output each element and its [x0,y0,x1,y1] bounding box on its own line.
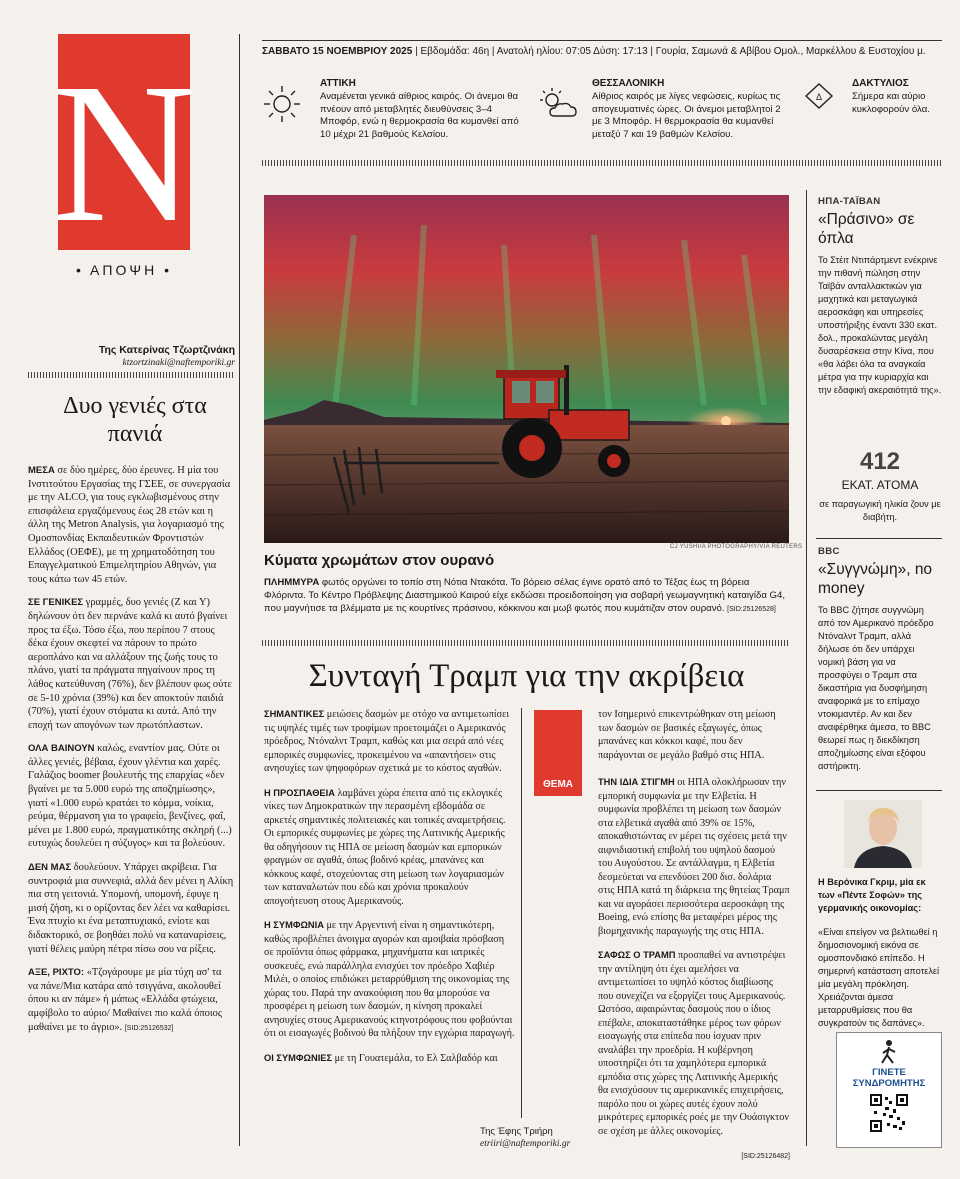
week: Εβδομάδα: 46η [420,46,490,57]
aurora-tractor-image [264,195,789,543]
ring-road-icon [800,82,838,112]
sun-icon [262,84,302,124]
weather-thessaloniki: ΘΕΣΣΑΛΟΝΙΚΗ Αίθριος καιρός με λίγες νεφώσεις, κυρίως τις απογευματινές ώρες. Οι άνεμοι μεταβλητοί 2 με 3 Μποφόρ. Η θερμοκρασία θα κυμανθεί μεταξύ 7 και 19 βαθμών Κελσίου. [592,78,781,141]
sidebar-divider-1 [816,538,942,539]
sidebar-text-usa-taiwan: Το Στέιτ Ντιπάρτμεντ ενέκρινε την πιθανή πώληση στην Ταϊβάν ανταλλακτικών για μαχητικά και μεταγωγικά αεροσκάφη και υπηρεσίες υποστήριξης έναντι 330 εκατ. δολ., προκαλώντας μεγάλη δυσαρέσκεια στην Κίνα, που «θα λάβει όλα τα αναγκαία μέτρα για την κυριαρχία και την εδαφική ακεραιότητά της». [818,255,942,395]
article-column-2-top [598,708,790,773]
weather-ring-road: ΔΑΚΤΥΛΙΟΣ Σήμερα και αύριο κυκλοφορούν όλα. [852,78,930,115]
dotted-divider-opinion [28,372,234,378]
portrait-veronika-grimm [844,800,922,868]
opinion-paragraph: ΔΕΝ ΜΑΣ δουλεύουν. Υπάρχει ακρίβεια. Για συντροφιά μια συννεφιά, αλλά δεν μένει η Αλίκη πια στη γειτονιά. Υπομονή, υπομονή, έφυγε η μισή ζήση, κι ο ορίζοντας δεν λέει να καθαρίσει. Ένα πτυχίο κι ένα μεταπτυχιακό, ενίοτε και διδακτορικό, σε βοηθάει πολύ να καταναρίσεις, γιατί θέλεις μαύρη πέτρα πίσω σου να ρίξεις. [28,862,234,955]
opinion-paragraph: ΜΕΣΑ σε δύο ημέρες, δύο έρευνες. Η μία του Ινστιτούτου Εργασίας της ΓΣΕΕ, σε συνεργασία με την ALCO, για τους εγκλωβισμένους στην επισφάλεια εργαζόμενους έως 28 ετών και η άλλη της Metron Analysis, για λογαριασμό της Ομοσπονδίας Εκπαιδευτικών Φροντιστών Ελλάδος (ΟΕΦΕ), με τη χρηματοδότηση του Επαγγελματικού Επιμελητηρίου Αθηνών, για τους κάτω των 45 ετών. [28,465,231,585]
stat-description: σε παραγωγική ηλικία ζουν με διαβήτη. [819,499,941,522]
sunrise-sunset: Ανατολή ηλίου: 07:05 Δύση: 17:13 [496,46,648,57]
section-label: • ΑΠΟΨΗ • [76,262,172,278]
opinion-author: Της Κατερίνας Τζωρτζινάκη [98,344,235,356]
photo-title: Κύματα χρωμάτων στον ουρανό [264,552,495,569]
thema-tag: ΘΕΜΑ [534,710,582,796]
article-column-2 [598,776,790,1175]
top-rule [262,40,942,41]
article-paragraph: ΤΗΝ ΙΔΙΑ ΣΤΙΓΜΗ οι ΗΠΑ ολοκλήρωσαν την εμπορική συμφωνία με την Ελβετία. Η συμφωνία προβλέπει τη μείωση των δασμών στα ελβετικά αγαθά από 39% σε 15%, αποκαθιστώντας εν μέρει τις σχέσεις μετά την αιφνιδιαστική επιβολή του υψηλού δασμού του Αυγούστου. Σε αντάλλαγμα, η Ελβετία δεσμεύεται να επενδύσει 200 δισ. δολάρια στις ΗΠΑ κατά τη διάρκεια της θητείας Τραμπ και να αγοράσει περισσότερα αεροσκάφη της Boeing, ενώ επίσης θα μεταφέρει μέρος της βιομηχανικής παραγωγής της στις ΗΠΑ. [598,777,790,937]
article-headline: Συνταγή Τραμπ για την ακρίβεια [308,658,745,694]
cloud-sun-icon [536,86,580,122]
dotted-divider-mid [262,640,789,646]
opinion-body [28,464,234,1045]
article-paragraph: Η ΣΥΜΦΩΝΙΑ με την Αργεντινή είναι η σημαντικότερη, καθώς προβλέπει άνοιγμα αγορών και αμοιβαία πρόσβαση σε προϊόντα όπως φάρμακα, μηχανήματα και ιατρικές συσκευές, ενώ παράλληλα ενισχύει τον πρόεδρο Χαβιέρ Μιλέι, ο οποίος επιδιώκει μεταρρύθμιση της οικονομίας της χώρας του. Παρά την ανακούφιση που θα μπορούσε να προσφέρει η μείωση των δασμών, η κίνηση προκαλεί ανησυχίες στους Αμερικανούς κτηνοτρόφους που φοβούνται ότι οι εισαγωγές βοδινού θα πλήξουν την εγχώρια παραγωγή. [264,920,515,1039]
article-paragraph: Η ΠΡΟΣΠΑΘΕΙΑ λαμβάνει χώρα έπειτα από τις εκλογικές νίκες των Δημοκρατικών την περασμένη εβδομάδα σε αρκετές σημαντικές πολιτειακές και τοπικές αναμετρήσεις. Οι εμπορικές συμφωνίες με χώρες της Λατινικής Αμερικής θα οδηγήσουν τις ΗΠΑ σε μείωση δασμών και εμπορικών φραγμών σε αγαθά, όπως βοδινό κρέας, μπανάνες και κόκκους καφέ, στοχεύοντας στη μείωση των λογαριασμών των καταναλωτών που εδώ και χρόνια προκαλούν απογοήτευση στους Αμερικανούς. [264,787,506,907]
quote-intro: Η Βερόνικα Γκριμ, μία εκ των «Πέντε Σοφών» της γερμανικής οικονομίας: [818,877,926,913]
weather-attica: ΑΤΤΙΚΗ Αναμένεται γενικά αίθριος καιρός. Οι άνεμοι θα πνέουν από μεταβλητές διευθύνσεις 3–4 Μποφόρ, ενώ η θερμοκρασία θα κυμανθεί από 10 μέχρι 21 βαθμούς Κελσίου. [320,78,519,141]
date: ΣΑΒΒΑΤΟ 15 ΝΟΕΜΒΡΙΟΥ 2025 [262,46,413,57]
article-sid: [SID:25126482] [741,1153,790,1160]
qr-code-icon [869,1093,909,1133]
aurora-photo [264,195,789,543]
photo-caption: ΠΛΗΜΜΥΡΑ φωτός οργώνει το τοπίο στη Νότια Ντακότα. Το βόρειο σέλας έγινε ορατό από το Τέξας έως τη βόρεια Φλόριντα. Το Κέντρο Πρόβλεψης Διαστημικού Καιρού είχε εκδώσει προειδοποίηση για σοβαρή γεωμαγνητική καταιγίδα G4, που μαγνήτισε τα βλέμματα με τις κουρτίνες πράσινου, κόκκινου και μωβ φωτός που κυμάτιζαν στον ουρανό. [SID:25126528] [264,577,785,614]
sidebar-title-bbc: «Συγγνώμη», no money [818,561,933,597]
svg-text:Δ: Δ [815,92,823,102]
subscribe-label: ΓΙΝΕΤΕ ΣΥΝΔΡΟΜΗΤΗΣ [852,1067,926,1089]
sidebar-divider-2 [816,790,942,791]
logo-n-mark [51,42,197,264]
stat-value: 412 [859,448,901,475]
quote-text: «Είναι επείγον να βελτιωθεί η δημοσιονομική εικόνα σε ομοσπονδιακό επίπεδο. Η σημερινή κατάσταση αποτελεί μία μεγάλη πρόκληση. Χρειάζονται άμεσα μεταρρυθμίσεις που θα συγκρατούν τις δαπάνες». [818,927,940,1028]
article-column-1 [264,708,516,1076]
portrait-image [844,800,922,868]
sidebar-kicker-usa-taiwan: ΗΠΑ-ΤΑΪΒΑΝ [818,196,881,207]
namedays: Γουρία, Σαμωνά & Αβίβου Ομολ., Μαρκέλλου & Ευστοχίου μ. [655,46,926,57]
column-divider-article [521,708,522,1118]
article-author: Της Έφης Τριήρη [480,1126,553,1137]
sidebar-kicker-bbc: BBC [818,546,840,557]
article-paragraph: τον Ισημερινό επικεντρώθηκαν στη μείωση των δασμών σε βασικές εξαγωγές, όπως μπανάνες και κόκκοι καφέ, που δεν παράγονται σε μεγάλο βαθμό στις ΗΠΑ. [598,709,776,761]
subscribe-box[interactable] [836,1032,942,1148]
opinion-paragraph: ΑΞΕ, ΡΙΧΤΟ: «Τζογάρουμε με μία τύχη ασ' τα να πάνε/Μια κατάρα από τσιγγάνα, ακολουθεί όπου κι αν πάμε» ή μάπως «Ελλάδα φτώχεια, αμφίβολο το αύριο/ Μαθαίνει πιο καλά όποιος μαθαίνει με το άγριο». [SID:25126532] [28,967,222,1033]
opinion-paragraph: ΣΕ ΓΕΝΙΚΕΣ γραμμές, δυο γενιές (Ζ και Υ) δηλώνουν ότι δεν περνάνε καλά κι αυτό βγαίνει προς τα έξω. Τόσο έξω, που περίπου 7 στους δέκα έχουν σκεφτεί να πάρουν το πρώτο αεροπλάνο και να αλλάξουν της ζωής τους το πλάνο, γιατί τα πράγματα πηγαίνουν προς τη λάθος κατεύθυνση (76%), δεν βλέπουν φως ούτε σε 5-10 χρόνια (39%) και δεν αποκτούν παιδιά (70%), γιατί έχουν στόματα κι αυτά. Από την εποχή των απογόνων των πρωτόπλαστων. [28,597,232,731]
article-author-email[interactable]: etriiri@naftemporiki.gr [480,1139,571,1149]
opinion-title: Δυο γενιές στα πανιά [63,393,207,447]
sidebar-title-usa-taiwan: «Πράσινο» σε όπλα [818,211,915,247]
walking-figure-icon [874,1039,904,1065]
dotted-divider-top [262,160,942,166]
date-bar: ΣΑΒΒΑΤΟ 15 ΝΟΕΜΒΡΙΟΥ 2025 | Εβδομάδα: 46η | Ανατολή ηλίου: 07:05 Δύση: 17:13 | Γουρία, Σαμωνά & Αβίβου Ομολ., Μαρκέλλου & Ευστοχίου μ. [262,46,926,57]
opinion-author-email[interactable]: ktzortzinaki@naftemporiki.gr [122,358,235,368]
logo [51,34,197,264]
photo-credit: CJ YUSHI/A PHOTOGRAPHY/VIA REUTERS [670,544,803,550]
svg-text:N: N [51,43,197,264]
article-paragraph: ΟΙ ΣΥΜΦΩΝΙΕΣ με τη Γουατεμάλα, το Ελ Σαλβαδόρ και [264,1052,498,1064]
sidebar-text-bbc: Το BBC ζήτησε συγγνώμη από τον Αμερικανό πρόεδρο Ντόναλντ Τραμπ, αλλά δήλωσε ότι δεν υπάρχει νομική βάση για να προσφύγει ο Τραμπ στα δικαστήρια για δυσφήμηση αναφορικά με το επίμαχο ντοκιμαντέρ. Αν και δεν αναφέρθηκε άμεσα, το BBC θεωρεί πως η διεκδίκηση αποζημίωσης είναι εξόφου αστήρικτη. [818,605,934,771]
column-divider-right [806,190,807,1146]
article-paragraph: ΣΗΜΑΝΤΙΚΕΣ μειώσεις δασμών με στόχο να αντιμετωπίσει τις υψηλές τιμές των τροφίμων προετοιμάζει ο Αμερικανός πρόεδρος, Ντόναλντ Τραμπ, καθώς και μια σειρά από νέες εμπορικές συμφωνίες, προκειμένου να «απαντήσει» στις ανησυχίες των ψηφοφόρων σχετικά με το κόστος αγαθών. [264,709,510,774]
opinion-paragraph: ΟΛΑ ΒΑΙΝΟΥΝ καλώς, εναντίον μας. Ούτε οι άλλες γενιές, βέβαια, έχουν γλέντια και χαρές. Γαλάζιος boomer βουλευτής της επαρχίας «δεν βγαίνει με τα 5.000 ευρώ της αποζημίωσης», γιατί «1.000 ευρώ κρατάει το κόμμα, νοίκια, ρεύμα, θέρμανση για το γραφείο, βενζίνες, φαΐ, μένει με 1.800 ευρώ, πραγματικότης σκληρή (...) ευτυχώς δουλεύει η σύζυγος» και τα βολεύουν. [28,743,232,850]
stat-unit: ΕΚΑΤ. ΑΤΟΜΑ [841,478,919,492]
article-paragraph: ΣΑΦΩΣ Ο ΤΡΑΜΠ προσπαθεί να αντιστρέψει την αντίληψη ότι έχει αμελήσει να αντιμετωπίσει το υψηλό κόστος διαβίωσης που συνεχίζει να εξοργίζει τους Αμερικανούς. Ωστόσο, αφαιρώντας δασμούς που ο ίδιος επέβαλε, αποκαταστάθηκε μέρος των φόρων εισαγωγής στα επίπεδα που ίσχυαν πριν αναλάβει την προεδρία. Η κυβέρνηση υποστηρίζει ότι τα χαμηλότερα εμπορικά εμπόδια στις χώρες της Λατινικής Αμερικής θα ενισχύσουν τις αμερικανικές επιχειρήσεις, παρόλο που οι χώρες αυτές έχουν πολύ μικρότερες εμπορικές ροές με την Ουάσιγκτον σε σχέση με άλλες οικονομίες. [598,950,789,1137]
column-divider-left [239,34,240,1146]
